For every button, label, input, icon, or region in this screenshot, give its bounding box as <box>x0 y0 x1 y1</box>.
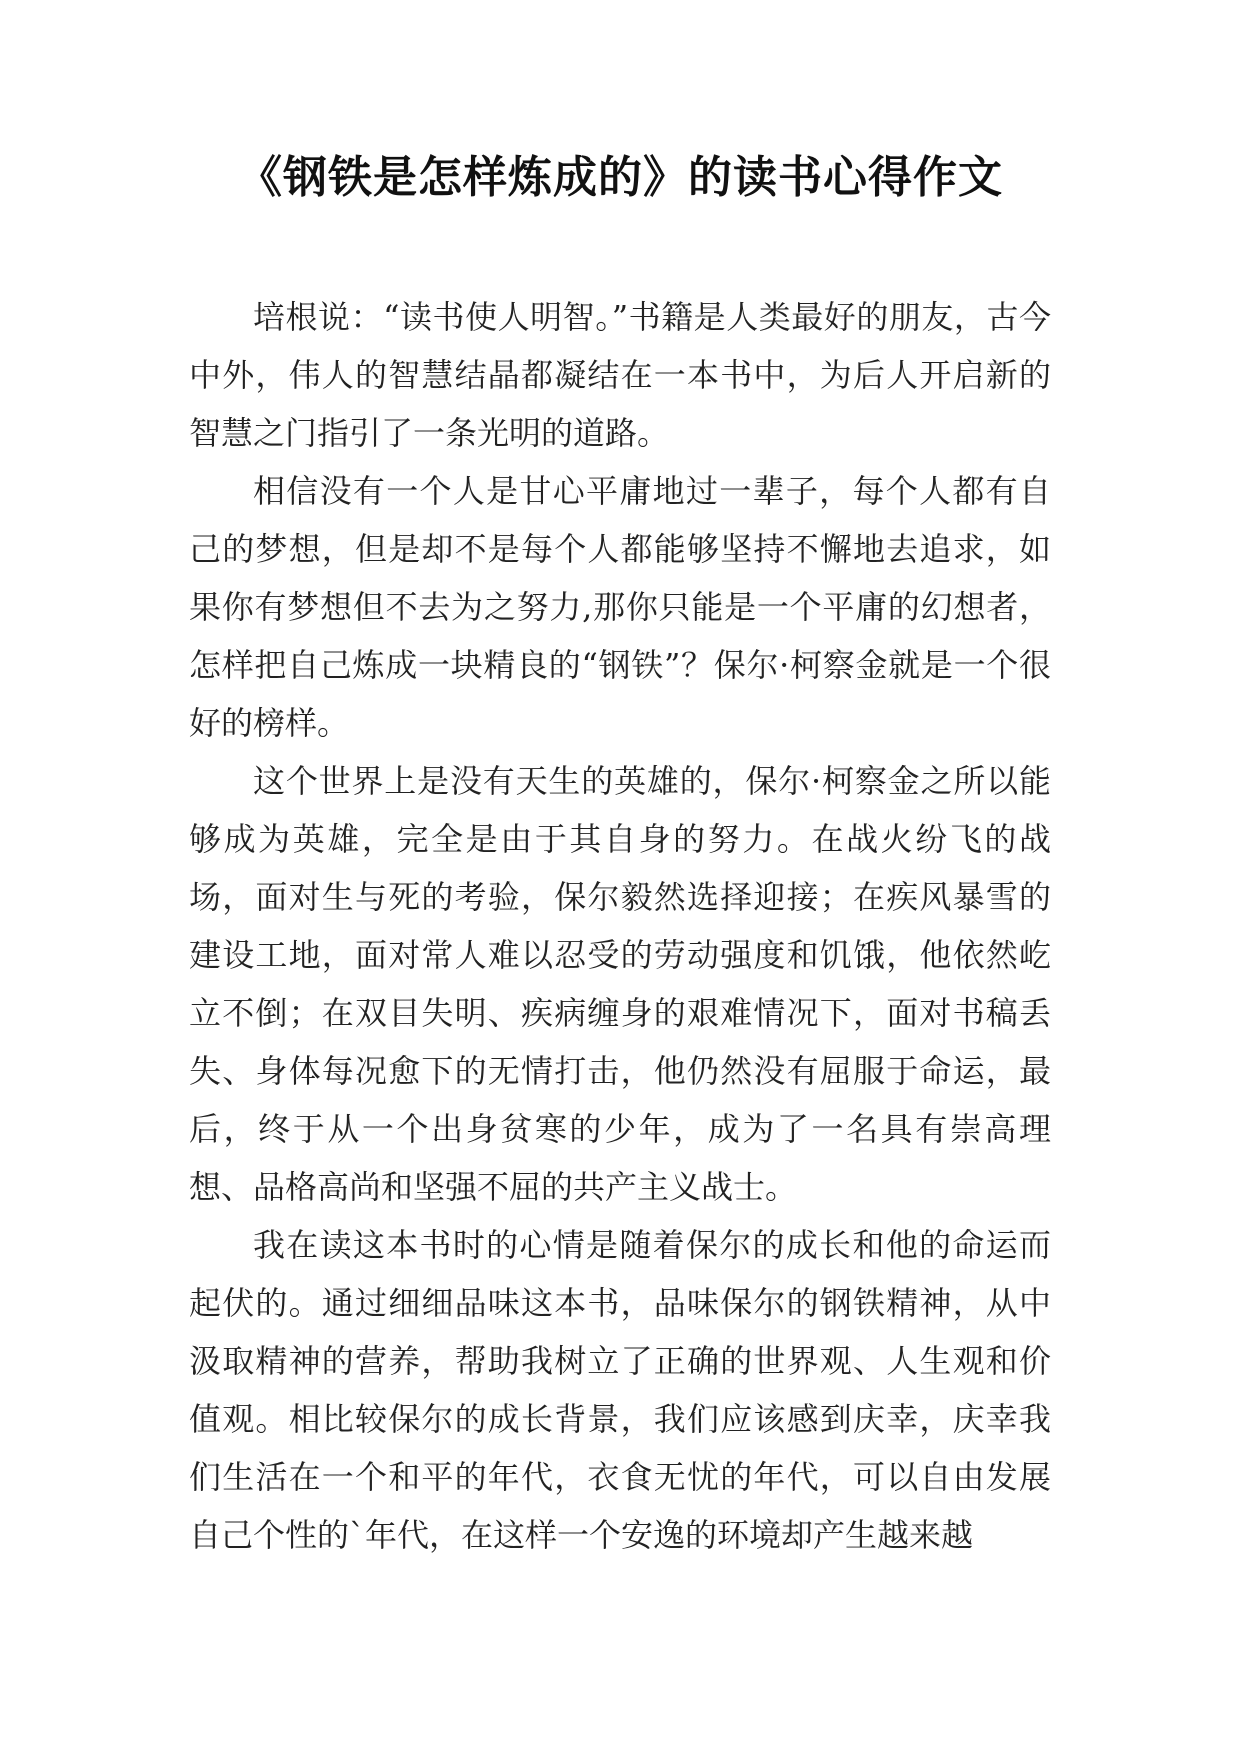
document-body <box>189 288 1051 1564</box>
paragraph-2: 相信没有一个人是甘心平庸地过一辈子，每个人都有自己的梦想，但是却不是每个人都能够坚持不懈地去追求，如果你有梦想但不去为之努力,那你只能是一个平庸的幻想者，怎样把自己炼成一块精良的“钢铁”？保尔·柯察金就是一个很好的榜样。 <box>189 472 1051 742</box>
paragraph-4: 我在读这本书时的心情是随着保尔的成长和他的命运而起伏的。通过细细品味这本书，品味保尔的钢铁精神，从中汲取精神的营养，帮助我树立了正确的世界观、人生观和价值观。相比较保尔的成长背景，我们应该感到庆幸，庆幸我们生活在一个和平的年代，衣食无忧的年代，可以自由发展自己个性的`年代，在这样一个安逸的环境却产生越来越 <box>189 1226 1051 1554</box>
paragraph-1: 培根说：“读书使人明智。”书籍是人类最好的朋友，古今中外，伟人的智慧结晶都凝结在一本书中，为后人开启新的智慧之门指引了一条光明的道路。 <box>189 298 1051 452</box>
document-title: 《钢铁是怎样炼成的》的读书心得作文 <box>238 152 1003 203</box>
paragraph-3: 这个世界上是没有天生的英雄的，保尔·柯察金之所以能够成为英雄，完全是由于其自身的努力。在战火纷飞的战场，面对生与死的考验，保尔毅然选择迎接；在疾风暴雪的建设工地，面对常人难以忍受的劳动强度和饥饿，他依然屹立不倒；在双目失明、疾病缠身的艰难情况下，面对书稿丢失、身体每况愈下的无情打击，他仍然没有屈服于命运，最后，终于从一个出身贫寒的少年，成为了一名具有崇高理想、品格高尚和坚强不屈的共产主义战士。 <box>189 762 1051 1206</box>
